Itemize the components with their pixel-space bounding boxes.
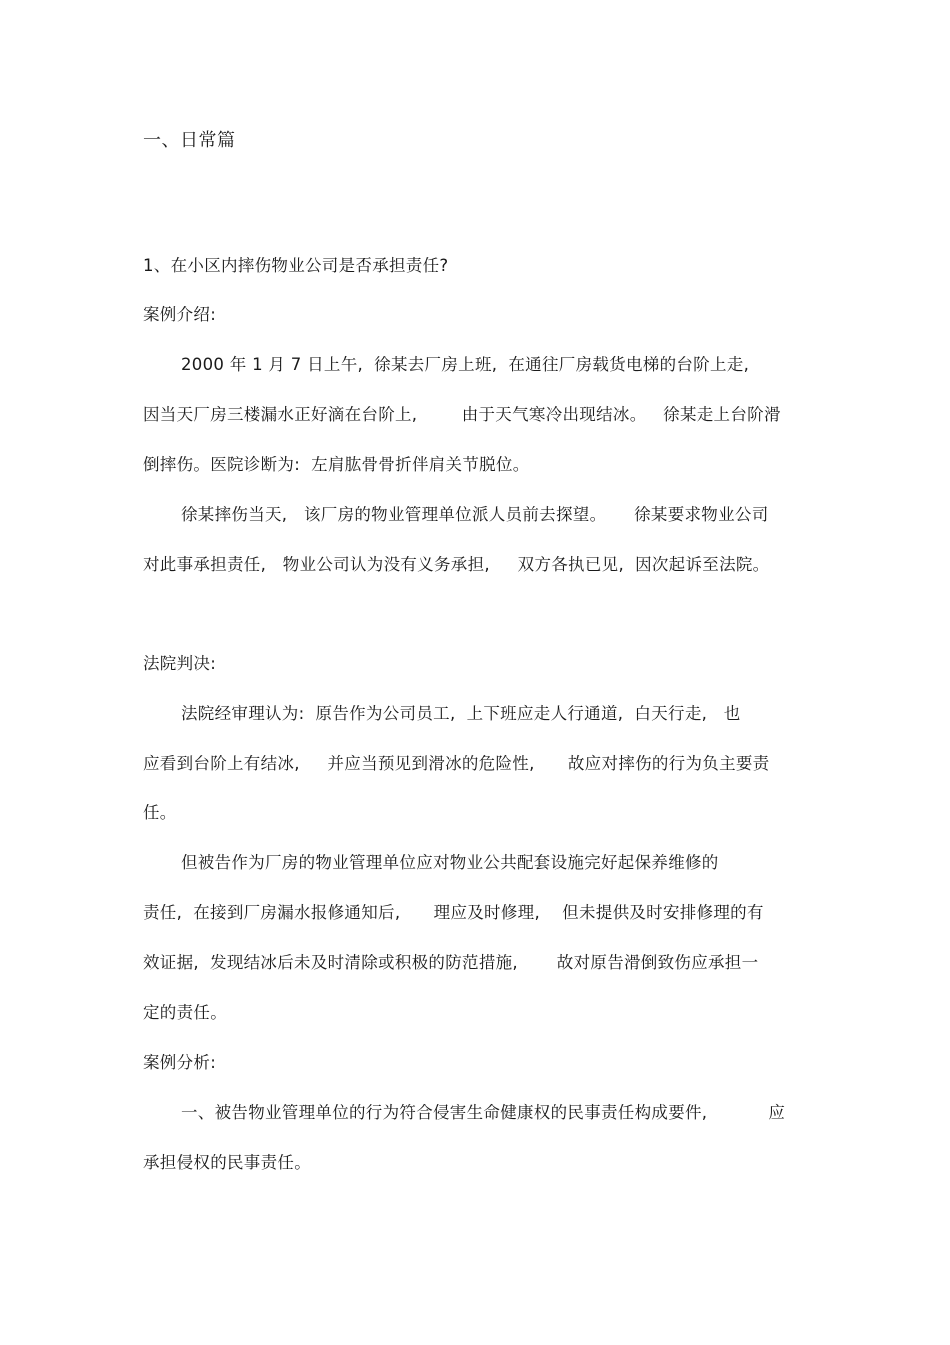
judgment-label: 法院判决: xyxy=(143,654,217,673)
intro-p1-line-1: 2000 年 1 月 7 日上午, 徐某去厂房上班, 在通往厂房载货电梯的台阶上走, xyxy=(181,355,750,374)
case-title: 1、在小区内摔伤物业公司是否承担责任? xyxy=(143,256,449,275)
case-intro-label: 案例介绍: xyxy=(143,305,217,324)
judgment-p1-line-2: 应看到台阶上有结冰, 并应当预见到滑冰的危险性, 故应对摔伤的行为负主要责 xyxy=(143,754,770,773)
intro-p2-line-1: 徐某摔伤当天, 该厂房的物业管理单位派人员前去探望。 徐某要求物业公司 xyxy=(181,505,769,524)
judgment-p2-line-3: 效证据, 发现结冰后未及时清除或积极的防范措施, 故对原告滑倒致伤应承担一 xyxy=(143,953,759,972)
judgment-p2-line-2: 责任, 在接到厂房漏水报修通知后, 理应及时修理, 但未提供及时安排修理的有 xyxy=(143,903,764,922)
chapter-title: 一、日常篇 xyxy=(143,130,236,151)
analysis-p1-line-1: 一、被告物业管理单位的行为符合侵害生命健康权的民事责任构成要件, 应 xyxy=(181,1103,786,1122)
judgment-p1-line-3: 任。 xyxy=(143,803,177,822)
analysis-label: 案例分析: xyxy=(143,1053,217,1072)
intro-p1-line-2: 因当天厂房三楼漏水正好滴在台阶上, 由于天气寒冷出现结冰。 徐某走上台阶滑 xyxy=(143,405,781,424)
intro-p1-line-3: 倒摔伤。医院诊断为: 左肩肱骨骨折伴肩关节脱位。 xyxy=(143,455,530,474)
judgment-p1-line-1: 法院经审理认为: 原告作为公司员工, 上下班应走人行通道, 白天行走, 也 xyxy=(181,704,741,723)
analysis-p1-line-2: 承担侵权的民事责任。 xyxy=(143,1153,311,1172)
judgment-p2-line-1: 但被告作为厂房的物业管理单位应对物业公共配套设施完好起保养维修的 xyxy=(181,853,719,872)
judgment-p2-line-4: 定的责任。 xyxy=(143,1003,227,1022)
intro-p2-line-2: 对此事承担责任, 物业公司认为没有义务承担, 双方各执已见, 因次起诉至法院。 xyxy=(143,555,770,574)
